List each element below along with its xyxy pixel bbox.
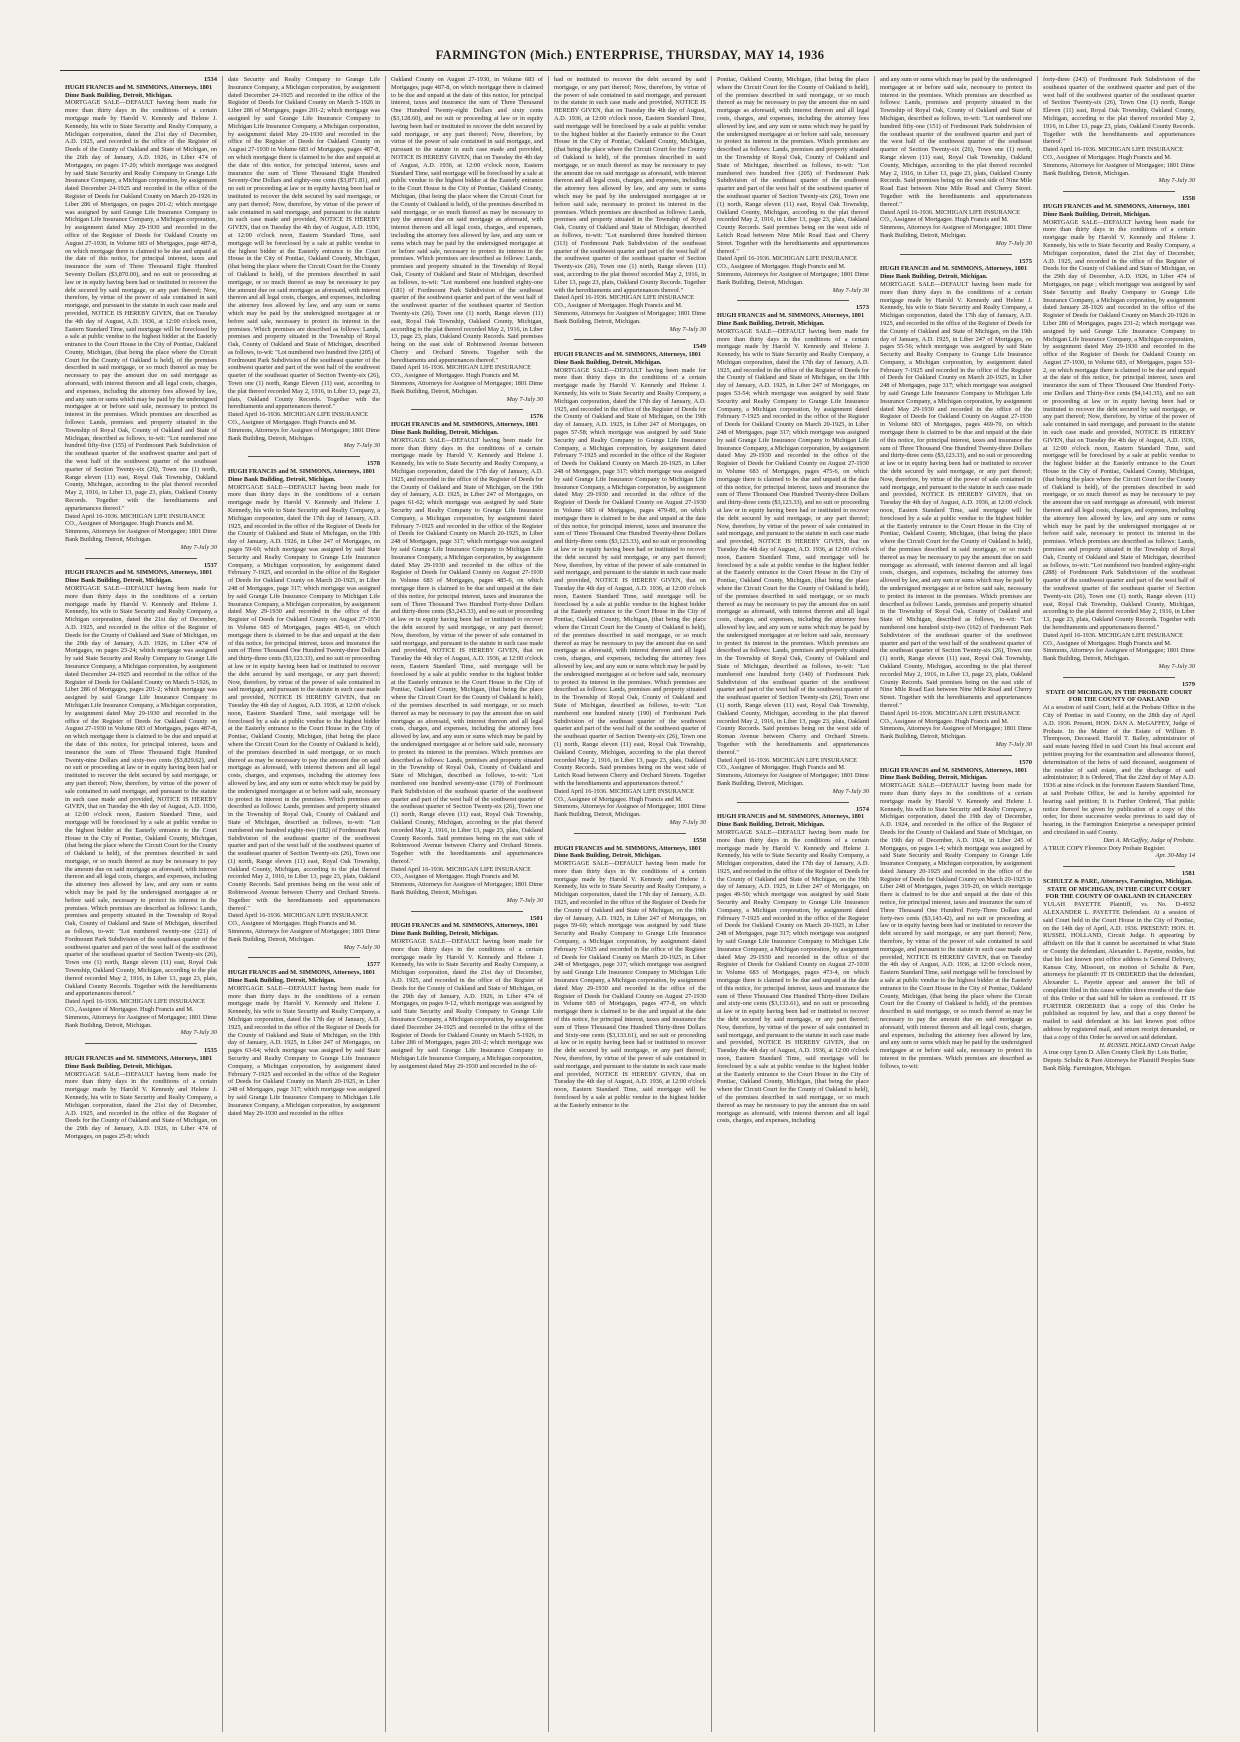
notice-body: MORTGAGE SALE—DEFAULT having been made for more than thirty days in the conditions of a certain mortgage made by Harold V. Kennedy and Helene J. Kennedy, his wife to State Security and Realty Company, a Michigan corporation, dated the 17th day of January, A.D. 1925, and recorded in the office of the Register of Deeds for the County of Oakland and State of Michigan, on the 19th day of January, A.D. 1925, in Liber 247 of Mortgages, on pages 63-64; which mortgage was assigned by said State Security and Realty Company to Grange Life Insurance Company, a Michigan corporation, by assignment dated February 7-1925 and recorded in the office of the Register of Deeds for Oakland County on March 20-1925, in Liber 248 of Mortgages, page 317; which mortgage was assigned by said Grange Life Insurance Company to Michigan Life Insurance Company, a Michigan corporation, by assignment dated May 29-1930 and recorded in the office [228,984,381,1117]
notice-signature: Dated April 16-1936. MICHIGAN LIFE INSURANCE CO., Assignee of Mortgagee. Hugh Francis and M. Simmons, Attorneys for Assignee of Mortgagee; 1801 Dime Bank Building, Detroit, Michigan. [880,208,1032,239]
notice-body: MORTGAGE SALE—DEFAULT having been made for more than thirty days in the conditions of a certain mortgage made by Harold V. Kennedy and Helene J. Kennedy, his wife to State Security and Realty Company, a Michigan corporation, dated the 17th day of January, A.D. 1925, and recorded in the office of the Register of Deeds for the County of Oakland and State of Michigan, on the 19th day of January, A.D. 1925, in Liber 247 of Mortgages, on pages 59-60; which mortgage was assigned by said State Security and Realty Company to Grange Life Insurance Company, a Michigan corporation, by assignment dated February 7-1925 and recorded in the office of the Register of Deeds for Oakland County on March 20-1925, in Liber 248 of Mortgages, page 317; which mortgage was assigned by said Grange Life Insurance Company to Michigan Life Insurance Company, a Michigan corporation, by assignment dated May 29-1930 and recorded in the office of the Register of Deeds for Oakland County on August 27-1930 in Volume 683 of Mortgages, pages 477-8, on which mortgage there is claimed to be due and unpaid at the date of this notice, for principal interest, taxes and insurance the sum of Three Thousand One Hundred Thirty-three Dollars and Sixty-one cents ($3,133.61), and no suit or proceeding at law or in equity having been had or instituted to recover the debt secured by said mortgage, or any part thereof; Now, therefore, by virtue of the power of sale contained in said mortgage, and pursuant to the statute in such case made and provided, NOTICE IS HEREBY GIVEN, that on Tuesday the 4th day of August, A.D. 1936, at 12:00 o'clock noon, Eastern Standard Time, said mortgage will be foreclosed by a sale at public vendue to the highest bidder at the Easterly entrance to the [554,860,707,1109]
notice-body: MORTGAGE SALE—DEFAULT having been made for more than thirty days in the conditions of a certain mortgage made by Harold V. Kennedy and Helene J. Kennedy, his wife to State Security and Realty Company, a Michigan corporation, dated the 21st day of December, A.D. 1925, and recorded in the office of the Register of Deeds for the County of Oakland and State of Michigan, on the 29th day of January, A.D. 1926, in Liber 474 of Mortgages, on pages 23-24; which mortgage was assigned by said State Security and Realty Company to Grange Life Insurance Company, a Michigan corporation, by assignment dated December 24-1925 and recorded in the office of the Register of Deeds for Oakland County on March 5-1926, in Liber 286 of Mortgages, pages 201-2; which mortgage was assigned by said Grange Life Insurance Company to Michigan Life Insurance Company, a Michigan corporation, by assignment dated May 29-1930 and recorded in the office of the Register of Deeds for Oakland County on August 27-1930 in Volume 683 of Mortgages, pages 487-8, on which mortgage there is claimed to be due and unpaid at the date of this notice, for principal interest, taxes and insurance the sum of Three Thousand Eight Hundred Twenty-nine Dollars and sixty-two cents ($3,829.62), and no suit or proceeding at law or in equity having been had or instituted to recover the debt secured by said mortgage, or any part thereof; Now, therefore, by virtue of the power of sale contained in said mortgage, and pursuant to the statute in such case made and provided, NOTICE IS HEREBY GIVEN, that on Tuesday the 4th day of August, A.D. 1936, at 12:00 o'clock noon, Eastern Standard Time, said mortgage will be foreclosed by a sale at public vendue to the highest bidder at the Easterly entrance to the Court House in the City of Pontiac, Oakland County, Michigan, (that being the place where the Circuit Court for the County of Oakland is held), of the premises described in said mortgage, or so much thereof as may be necessary to pay the amount due on said mortgage as aforesaid, with interest thereon and all legal costs, charges, and expenses, including the attorney fees allowed by law, and any sum or sums which may be paid by the undersigned mortgagee at or before said sale, necessary to protect its interest in the premises. Which premises are described as follows: Lands, premises and property situated in the Township of Royal Oak, County of Oakland and State of Michigan, described as follows, to-wit: "Lot numbered twenty-one (221) of Fordmount Park Subdivision of the southeast quarter of the southwest quarter and part of the west half of the southwest quarter of the southeast quarter of Section Twenty-six (26), Town one (1) north, Range eleven (11) east, Royal Oak Township, Oakland County, Michigan, according to the plat thereof recorded May 2, 1916, in Liber 13, page 23, plats, Oakland County Records. Together with the hereditaments and appurtenances thereof." [65,585,217,998]
notice-body: had or instituted to recover the debt secured by said mortgage, or any part thereof; Now, therefore, by virtue of the power of sale contained in said mortgage, and pursuant to the statute in such case made and provided, NOTICE IS HEREBY GIVEN, that on Tuesday the 4th day of August, A.D. 1936, at 12:00 o'clock noon, Eastern Standard Time, said mortgage will be foreclosed by a sale at public vendue to the highest bidder at the Easterly entrance to the Court House in the City of Pontiac, Oakland County, Michigan, (that being the place where the Circuit Court for the County of Oakland is held), of the premises described in said mortgage, or so much thereof as may be necessary to pay the amount due on said mortgage as aforesaid, with interest thereon and all legal costs, charges, and expenses, including the attorney fees allowed by law, and any sum or sums which may be paid by the undersigned mortgagee at or before said sale, necessary to protect its interest in the premises. Which premises are described as follows: Lands, premises and property situated in the Township of Royal Oak, County of Oakland and State of Michigan, described as follows, to-wit: "Lot numbered three hundred thirteen (313) of Fordmount Park Subdivision of the southeast quarter of the southwest quarter and part of the west half of the southwest quarter of the southeast quarter of Section Twenty-six (26), Town one (1) north, Range eleven (11) east, according to the plat thereof recorded May 2, 1916, in Liber 13, page 23, plats, Oakland County Records. Together with the hereditaments and appurtenances thereof." [554,76,706,294]
notice-dates: May 7-July 30 [832,286,869,294]
notice-signature: Dated April 16-1936. MICHIGAN LIFE INSURANCE CO., Assignee of Mortgagee. Hugh Francis and M. Simmons, Attorneys for Assignee of Mortgagee; 1801 Dime Bank Building, Detroit, Michigan. [1043,631,1195,663]
notice-body: date Security and Realty Company to Grange Life Insurance Company, a Michigan corporation, by assignment dated December 24-1925 and recorded in the office of the Register of Deeds for Oakland County on March 5-1926 in Liber 286 of Mortgages, pages 201-2; which mortgage was assigned by said Grange Life Insurance Company to Michigan Life Insurance Company, a Michigan corporation, by assignment dated May 29-1930 and recorded in the office of the Register of Deeds for Oakland County on August 27-1930 in Volume 683 of Mortgages, pages 487-8, on which mortgage there is claimed to be due and unpaid at the date of this notice, for principal interest, taxes and insurance the sum of Three Thousand Eight Hundred Seventy-One Dollars and eighty-one cents ($3,871.81), and no suit or proceeding at law or in equity having been had or instituted to recover the debt secured by said mortgage, or any part thereof; Now, therefore, by virtue of the power of sale contained in said mortgage, and pursuant to the statute in such case made and provided, NOTICE IS HEREBY GIVEN, that on Tuesday the 4th day of August, A.D. 1936, at 12:00 o'clock noon, Eastern Standard Time, said mortgage will be foreclosed by a sale at public vendue to the highest bidder at the Easterly entrance to the Court House in the City of Pontiac, Oakland County, Michigan, (that being the place where the Circuit Court for the County of Oakland is held), of the premises described in said mortgage, or so much thereof as may be necessary to pay the amount due on said mortgage as aforesaid, with interest thereon and all legal costs, charges, and expenses, including the attorney fees allowed by law, and any sum or sums which may be paid by the undersigned mortgagee at or before said sale, necessary to protect its interest in the premises. Which premises are described as follows: Lands, premises and property situated in the Township of Royal Oak, County of Oakland and State of Michigan, described as follows, to-wit: "Lot numbered two hundred five (205) of Fordmount Park Subdivision of the southeast quarter of the southwest quarter and part of the west half of the southwest quarter of the southeast quarter of Section Twenty-six (26), Town one (1) north, Range Eleven (11) east, according to the plat thereof recorded May 2, 1916, in Liber 13, page 23, plats, Oakland County Records. Together with the hereditaments and appurtenances thereof." [228,76,380,411]
notice-body: MORTGAGE SALE—DEFAULT having been made for more than thirty days in the conditions of a certain mortgage made by Harold V. Kennedy and Helene J. Kennedy, his wife to State Security and Realty Company, a Michigan corporation, dated the 21st day of December, A.D. 1925, and recorded in the office of the Register of Deeds for the County of Oakland and State of Michigan, on the 29th day of January, A.D. 1926, in Liber 474 of Mortgages, on pages 9-12, which mortgage was assigned by said State Security and Realty Company to Grange Life Insurance Company, a Michigan corporation, by assignment dated December 24-1925 and recorded in the office of the Register of Deeds for Oakland County on March 5-1926, in Liber 286 of Mortgages, pages 201-2; which mortgage was assigned by said Grange Life Insurance Company to Michigan Life Insurance Company, a Michigan corporation, by assignment dated May 29-1930 and recorded in the of- [391,938,543,1070]
legal-notice [880,258,1032,749]
notice-heading: HUGH FRANCIS and M. SIMMONS, Attorneys, 1801 Dime Bank Building, Detroit, Michigan. [65,569,213,585]
notice-dates: May 7-July 30 [343,442,380,450]
column-3 [385,76,548,1732]
notice-signature: Dated April 16-1936. MICHIGAN LIFE INSURANCE CO., Assignee of Mortgagee. Hugh Francis and M. Simmons, Attorneys for Assignee of Mortgagee; 1801 Dime Bank Building, Detroit, Michigan. [391,865,543,897]
legal-notice [65,76,217,552]
legal-notice [65,1047,217,1141]
notice-number: 1574 [855,805,869,813]
notice-signature: Dated April 16-1936. MICHIGAN LIFE INSURANCE CO., Assignee of Mortgagee. Hugh Francis and M. Simmons, Attorneys for Assignee of Mortgagee; 1801 Dime Bank Building, Detroit, Michigan. [554,294,706,325]
notice-signature: Dated April 16-1936. MICHIGAN LIFE INSURANCE CO., Assignee of Mortgagee. Hugh Francis and M. Simmons, Attorneys for Assignee of Mortgagee; 1801 Dime Bank Building, Detroit, Michigan. [228,912,380,943]
notice-dates: May 7-July 30 [1158,662,1195,670]
notice-heading: HUGH FRANCIS and M. SIMMONS, Attorneys, 1801 Dime Bank Building, Detroit, Michigan. [717,813,865,829]
notice-number: 1577 [366,961,380,969]
true-copy-line: A true copy Lynn D. Allen County Clerk By: Lois Butler, Deputy. Schultz & Pare Attorneys for Plaintiff Peoples State Bank Bldg. Farmington, Michigan. [1043,1049,1195,1073]
legal-notice [554,76,706,333]
column-1 [60,76,222,1732]
judge-signature: H. RUSSEL HOLLAND Circuit Judge [1099,1041,1195,1049]
legal-notice [391,76,543,403]
notice-number: 1535 [203,1047,217,1055]
notice-heading: HUGH FRANCIS and M. SIMMONS, Attorneys, 1801 Dime Bank Building, Detroit, Michigan. [228,468,376,483]
legal-notice [391,915,543,1071]
legal-notice [228,76,380,450]
notice-dates: May 7-July 30 [832,787,869,795]
legal-notice-1558 [1043,195,1195,671]
notice-body: and any sum or sums which may be paid by the undersigned mortgagee at or before said sale, necessary to protect its interest in the premises. Which premises are described as follows: Lands, premises and property situated in the Township of Royal Oak, County of Oakland and State of Michigan, described as follows, to-wit: "Lot numbered one hundred fifty-one (151) of Fordmount Park Subdivision of the southeast quarter of the southwest quarter and part of the west half of the southwest quarter of the southeast quarter of Section Twenty-six (26), Town one (1) north, Range eleven (11) east, Royal Oak Township, Oakland County, Michigan, according to the plat thereof recorded May 2, 1916, in Liber 13, page 23, plats, Oakland County Records. Said premises being on the west side of Nine Mile Road East between Nine Mile Road and Cherry Street. Together with the hereditaments and appurtenances thereof." [880,76,1032,208]
notice-heading: HUGH FRANCIS and M. SIMMONS, Attorneys, 1801 Dime Bank Building, Detroit, Michigan. [228,969,376,985]
legal-notice [717,76,869,294]
columns [60,76,1200,1732]
notice-body: MORTGAGE SALE—DEFAULT having been made for more than thirty days in the conditions of a certain mortgage made by Harold V. Kennedy and Helene J. Kennedy, his wife to State Security and Realty Company, a Michigan corporation, dated the 17th day of January, A.D. 1925, and recorded in the office of the Register of Deeds for the County of Oakland and State of Michigan, on the 19th day of January, A.D. 1925, in Liber 247 of Mortgages, on pages 55-56; which mortgage was assigned by said State Security and Realty Company to Grange Life Insurance Company, a Michigan corporation, by assignment dated February 7-1925 and recorded in the office of the Register of Deeds for Oakland County on March 20-1925, in Liber 248 of Mortgages, page 317; which mortgage was assigned by said Grange Life Insurance Company to Michigan Life Insurance Company, a Michigan corporation, by assignment dated May 29-1930 and recorded in the office of the Register of Deeds for Oakland County on August 27-1930 in Volume 683 of Mortgages, pages 469-70, on which mortgage there is claimed to be due and unpaid at the date of this notice, for principal interest, taxes and insurance the sum of Three Thousand One Hundred Twenty-three Dollars and thirty-three cents ($3,123.33), and no suit or proceeding at law or in equity having been had or instituted to recover the debt secured by said mortgage, or any part thereof; Now, therefore, by virtue of the power of sale contained in said mortgage, and pursuant to the statute in such case made and provided, NOTICE IS HEREBY GIVEN, that on Tuesday the 4th day of August, A.D. 1936, at 12:00 o'clock noon, Eastern Standard Time, said mortgage will be foreclosed by a sale at public vendue to the highest bidder at the Easterly entrance to the Court House in the City of Pontiac, Oakland County, Michigan, (that being the place where the Circuit Court for the County of Oakland is held), of the premises described in said mortgage, or so much thereof as may be necessary to pay the amount due on said mortgage as aforesaid, with interest thereon and all legal costs, charges, and expenses, including the attorney fees allowed by law, and any sum or sums which may be paid by the undersigned mortgagee at or before said sale, necessary to protect its interest in the premises. Which premises are described as follows: Lands, premises and property situated in the Township of Royal Oak, County of Oakland and State of Michigan, described as follows, to-wit: "Lot numbered one hundred sixty-two (162) of Fordmount Park Subdivision of the southeast quarter of the southwest quarter and part of the west half of the southwest quarter of the southeast quarter of Section Twenty-six (26), Town one (1) north, Range eleven (11) east, Royal Oak Township, Oakland County, Michigan, according to the plat thereof recorded May 2, 1916, in Liber 13, page 23, plats, Oakland County Records. Said premises being on the east side of Nine Mile Road East between Nine Mile Road and Cherry Street. Together with the hereditaments and appurtenances thereof." [880,280,1033,709]
notice-separator [1063,191,1175,192]
notice-number: 1549 [692,343,706,351]
notice-dates: May 7-July 30 [669,325,706,333]
masthead: FARMINGTON (Mich.) ENTERPRISE, THURSDAY, MAY 14, 1936 [435,48,825,62]
notice-separator [85,1043,197,1044]
notice-dates: May 7-July 30 [506,395,543,403]
legal-notice [717,806,869,1126]
notice-heading: HUGH FRANCIS and M. SIMMONS, Attorneys, 1801 Dime Bank Building, Detroit, Michigan. [65,1055,213,1070]
notice-signature: Dated April 16-1936. MICHIGAN LIFE INSURANCE CO., Assignee of Mortgagee. Hugh Francis and M. Simmons, Attorneys for Assignee of Mortgagee; 1801 Dime Bank Building, Detroit, Michigan. [554,787,706,819]
notice-body: MORTGAGE SALE—DEFAULT having been made for more than thirty days in the conditions of a certain mortgage made by Harold V. Kennedy and Helene J. Kennedy, his wife to State Security and Realty Company, a Michigan corporation, dated the 17th day of January, A.D. 1925, and recorded in the office of the Register of Deeds for the County of Oakland and State of Michigan, on the 19th day of January, A.D. 1925, in Liber 247 of Mortgages, on pages 49-50; which mortgage was assigned by said State Security and Realty Company to Grange Life Insurance Company, a Michigan corporation, by assignment dated February 7-1925 and recorded in the office of the Register of Deeds for Oakland County on March 20-1925, in Liber 248 of Mortgages, page 317; which mortgage was assigned by said Grange Life Insurance Company to Michigan Life Insurance Company, a Michigan corporation, by assignment dated May 29-1930 and recorded in the office of the Register of Deeds for Oakland County on August 27-1930 in Volume 683 of Mortgages, pages 473-4, on which mortgage there is claimed to be due and unpaid at the date of this notice, for principal interest, taxes and insurance the sum of Three Thousand One Hundred Thirty-three Dollars and sixty-one cents ($3,133.61), and no suit or proceeding at law or in equity having been had or instituted to recover the debt secured by said mortgage, or any part thereof; Now, therefore, by virtue of the power of sale contained in said mortgage, and pursuant to the statute in such case made and provided, NOTICE IS HEREBY GIVEN, that on Tuesday the 4th day of August, A.D. 1936, at 12:00 o'clock noon, Eastern Standard Time, said mortgage will be foreclosed by a sale at public vendue to the highest bidder at the Easterly entrance to the Court House in the City of Pontiac, Oakland County, Michigan, (that being the place where the Circuit Court for the County of Oakland is held), of the premises described in said mortgage, or so much thereof as may be necessary to pay the amount due on said mortgage as aforesaid, with interest thereon and all legal costs, charges, and expenses, including [717,828,870,1125]
notice-signature: Dated April 16-1936. MICHIGAN LIFE INSURANCE CO., Assignee of Mortgagee. Hugh Francis and M. Simmons, Attorneys for Assignee of Mortgagee; 1801 Dime Bank Building, Detroit, Michigan. [880,709,1032,741]
notice-dates: May 7-July 30 [1158,177,1195,185]
notice-number: 1534 [203,76,217,83]
legal-notice [554,343,706,826]
notice-number: 1550 [692,836,706,844]
legal-notice [880,76,1032,248]
probate-notice-1579 [1043,681,1195,860]
legal-notice [228,460,380,951]
notice-number: 1581 [1181,870,1195,878]
notice-heading: HUGH FRANCIS and M. SIMMONS, Attorneys, 1801 Dime Bank Building, Detroit, Michigan. [880,265,1028,281]
notice-body: MORTGAGE SALE—DEFAULT having been made for more than thirty days in the conditions of a certain mortgage made by Harold V. Kennedy and Helene J. Kennedy, his wife to State Security and Realty Company, a Michigan corporation, dated the 17th day of January, A.D. 1925, and recorded in the office of the Register of Deeds for the County of Oakland and State of Michigan, on the 19th day of January, A.D. 1926, in Liber 247 of Mortgages, on pages 59-60; which mortgage was assigned by said State Security and Realty Company to Grange Life Insurance Company, a Michigan corporation, by assignment dated February 7-1925, and recorded in the office of the Register of Deeds for Oakland County on March 20-1925, in Liber 248 of Mortgages, page 317; which mortgage was assigned by said Grange Life Insurance Company to Michigan Life Insurance Company, a Michigan corporation, by assignment dated May 29-1930 and recorded in the office of the Register of Deeds for Oakland County on August 27-1930 in Volume 683 of Mortgages, pages 485-6, on which mortgage there is claimed to be due and unpaid at the date of this notice, for principal interest, taxes and insurance the sum of Three Thousand One Hundred Twenty-three Dollars and thirty-three cents ($3,123.33), and no suit or proceeding at law or in equity having been had or instituted to recover the debt secured by said mortgage, or any part thereof; Now, therefore, by virtue of the power of sale contained in said mortgage, and pursuant to the statute in such case made and provided, NOTICE IS HEREBY GIVEN, that on Tuesday the 4th day of August, A.D. 1936, at 12:00 o'clock noon, Eastern Standard Time, said mortgage will be foreclosed by a sale at public vendue to the highest bidder at the Easterly entrance to the Court House in the City of Pontiac, Oakland County, Michigan, (that being the place where the Circuit Court for the County of Oakland is held), of the premises described in said mortgage, or so much thereof as may be necessary to pay the amount due on said mortgage as aforesaid, with interest thereon and all legal costs, charges, and expenses, including the attorney fees allowed by law, and any sum or sums which may be paid by the undersigned mortgagee at or before said sale, necessary to protect its interest in the premises. Which premises are described as follows: Lands, premises and property situated in the Township of Royal Oak, County of Oakland and State of Michigan, described as follows, to-wit: "Lot numbered one hundred eighty-two (182) of Fordmount Park Subdivision of the southeast quarter of the southwest quarter and part of the west half of the southwest quarter of the southeast quarter of Section Twenty-six (26), Town one (1) north, Range eleven (11) east, Royal Oak Township, Oakland County, Michigan, according to the plat thereof recorded May 2, 1916, in Liber 13, page 23, plats, Oakland County Records. Said premises being on the west side of Robinwood Avenue between Cherry and Orchard Streets. Together with the hereditaments and appurtenances thereof." [228,483,381,912]
notice-heading: HUGH FRANCIS and M. SIMMONS, Attorneys, 1801 Dime Bank Building, Detroit, Michigan. [65,83,213,99]
notice-number: 1501 [529,914,543,922]
notice-separator [574,339,686,340]
notice-separator [411,911,523,912]
notice-body: MORTGAGE SALE—DEFAULT having been made for more than thirty days in the conditions of a certain mortgage made by Harold V. Kennedy and Helene J. Kennedy, his wife to State Security and Realty Company, a Michigan corporation, dated the 21st day of December, A.D. 1925, and recorded in the office of the Register of Deeds for the County of Oakland and State of Michigan, on the 29th day of December, A.D. 1926, in Liber 474 of Mortgages, on page ; which mortgage was assigned by said State Security and Realty Company to Grange Life Insurance Company, a Michigan corporation, by assignment dated January 28-1926 and recorded in the office of the Register of Deeds for Oakland County on March 20-1926 in Liber 286 of Mortgages, pages 231-2; which mortgage was assigned by said Grange Life Insurance Company to Michigan Life Insurance Company, a Michigan corporation, by assignment dated May 29-1930 and recorded in the office of the Register of Deeds for Oakland County on August 27-1930, in Volume 683, of Mortgages, pages 531-2, on which mortgage there is claimed to be due and unpaid at the date of this notice, for principal interest, taxes and insurance the sum of Three Thousand One Hundred Forty-one Dollars and Thirty-five cents ($4,141.35), and no suit or proceeding at law or in equity having been had or instituted to recover the debt secured by said mortgage, or any part thereof; Now, therefore, by virtue of the power of sale contained in said mortgage, and pursuant to the statute in such case made and provided, NOTICE IS HEREBY GIVEN, that on Tuesday the 4th day of August, A.D. 1936, at 12:00 o'clock noon, Eastern Standard Time, said mortgage will be foreclosed by a sale at public vendue to the highest bidder at the Easterly entrance to the Court House in the City of Pontiac, Oakland County, Michigan, (that being the place where the Circuit Court for the County of Oakland is held), of the premises described in said mortgage, or so much thereof as may be necessary to pay the amount due on said mortgage as aforesaid, with interest thereon and all legal costs, charges, and expenses, including the attorney fees allowed by law, and any sum or sums which may be paid by the undersigned mortgagee at or before said sale, necessary to protect its interest in the premises. Which premises are described as follows: Lands, premises and property situated in the Township of Royal Oak, County of Oakland and State of Michigan, described as follows, to-wit: "Lot numbered two hundred eighty-eight (288) of Fordmount Park Subdivision of the southeast quarter of the southwest quarter and part of the west half of the southwest quarter of the southeast quarter of Section Twenty-six (26), Town one (1) north, Range eleven (11) east, Royal Oak Township, Oakland County, Michigan, according to the plat thereof recorded May 2, 1916, in Liber 13, page 23, plats, Oakland County Records. Together with the hereditaments and appurtenances thereof." [1043,218,1195,631]
legal-notice [228,961,380,1117]
notice-body: MORTGAGE SALE—DEFAULT having been made for more than thirty days in the conditions of a certain mortgage made by Harold V. Kennedy and Helene J. Kennedy, his wife to State Security and Realty Company, a Michigan corporation, dated the 21st day of December, A.D. 1925, and recorded in the office of the Register of Deeds of the County of Oakland and State of Michigan, on the 26th day of January, A.D. 1926, in Liber 474 of Mortgages, on pages 17-20; which mortgage was assigned by said State Security and Realty Company to Grange Life Insurance Company, a Michigan corporation, by assignment dated December 24-1925 and recorded in the office of the Register of Deeds for Oakland County on March 20-1926 in Liber 286 of Mortgages, on pages 201-2; which mortgage was assigned by said Grange Life Insurance Company to Michigan Life Insurance Company, a Michigan corporation, by assignment dated May 29-1930 and recorded in the office of the Register of Deeds for Oakland County on August 27-1930, in Volume 683 of Mortgages, page 487-8, on which mortgage there is claimed to be due and unpaid at the date of this notice, for principal interest, taxes and insurance the sum of Three Thousand Eight Hundred Seventy Dollars ($3,870.00), and no suit or proceeding at law or in equity having been had or instituted to recover the debt secured by said mortgage, or any part thereof; Now, therefore, by virtue of the power of sale contained in said mortgage, and pursuant to the statute in such case made and provided, NOTICE IS HEREBY GIVEN, that on Tuesday the 4th day of August, A.D. 1936, at 12:00 o'clock noon, Eastern Standard Time, said mortgage will be foreclosed by a sale at public vendue to the highest bidder at the Easterly entrance to the Court House in the City of Pontiac, Oakland County, Michigan, (that being the place where the Circuit Court for the County of Oakland is held), of the premises described in said mortgage, or so much thereof as may be necessary to pay the amount due on said mortgage as aforesaid, with interest thereon and all legal costs, charges, and expenses, including the attorney fees allowed by law, and any sum or sums which may be paid by the undersigned mortgagee at or before said sale, necessary to protect its interest in the premises. Which premises are described as follows: Lands, premises and property situated in the Township of Royal Oak, County of Oakland and State of Michigan, described as follows, to-wit: "Lot numbered one hundred fifty-five (155) of Fordmount Park Subdivision of the southeast quarter of the southwest quarter and part of the west half of the southwest quarter of the southeast quarter of Section Twenty-six (26), Town one (1) north, Range eleven (11) east, Royal Oak Township, Oakland County, Michigan, according to the plat thereof recorded May 2, 1916, in Liber 13, page 23, plats, Oakland County Records. Together with the hereditaments and appurtenances thereof." [65,99,217,512]
notice-signature: Dated April 16-1936. MICHIGAN LIFE INSURANCE CO., Assignee of Mortgagee. Hugh Francis and M. Simmons, Attorneys for Assignee of Mortgagee; 1801 Dime Bank Building, Detroit, Michigan. [65,998,217,1029]
column-7 [1037,76,1200,1732]
masthead-rule [60,70,1200,71]
notice-separator [900,254,1012,255]
notice-signature: Dated April 16-1936. MICHIGAN LIFE INSURANCE CO., Assignee of Mortgagee. Hugh Francis and M. Simmons, Attorneys for Assignee of Mortgagee; 1801 Dime Bank Building, Detroit, Michigan. [391,364,543,395]
notice-body: MORTGAGE SALE—DEFAULT having been made for more than thirty days in the conditions of a certain mortgage made by Harold V. Kennedy and Helene J. Kennedy, his wife to State Security and Realty Company, a Michigan corporation, dated the 17th day of January, A.D. 1925, and recorded in the office of the Register of Deeds for the County of Oakland and State of Michigan, on the 19th day of January, A.D. 1925, in Liber 247 of Mortgages, on pages 61-62; which mortgage was assigned by said State Security and Realty Company to Grange Life Insurance Company, a Michigan corporation, by assignment dated February 7-1925 and recorded in the office of the Register of Deeds for Oakland County on March 20-1925, in Liber 248 of Mortgages, page 317; which mortgage was assigned by said Grange Life Insurance Company to Michigan Life Insurance Company, a Michigan corporation, by assignment dated May 29-1930 and recorded in the office of the Register of Deeds for Oakland County on August 27-1930 in Volume 683 of Mortgages, pages 485-6, on which mortgage there is claimed to be due and unpaid at the date of this notice, for principal interest, taxes and insurance the sum of Three Thousand Two Hundred Forty-three Dollars and thirty-three cents ($3,243.33), and no suit or proceeding at law or in equity having been had or instituted to recover the debt secured by said mortgage, or any part thereof; Now, therefore, by virtue of the power of sale contained in said mortgage, and pursuant to the statute in such case made and provided, NOTICE IS HEREBY GIVEN, that on Tuesday the 4th day of August, A.D. 1936, at 12:00 o'clock noon, Eastern Standard Time, said mortgage will be foreclosed by a sale at public vendue to the highest bidder at the Easterly entrance to the Court House in the City of Pontiac, Oakland County, Michigan, (that being the place where the Circuit Court for the County of Oakland is held), of the premises described in said mortgage, or so much thereof as may be necessary to pay the amount due on said mortgage as aforesaid, with interest thereon and all legal costs, charges, and expenses, including the attorney fees allowed by law, and any sum or sums which may be paid by the undersigned mortgagee at or before said sale, necessary to protect its interest in the premises. Which premises are described as follows: Lands, premises and property situated in the Township of Royal Oak, County of Oakland and State of Michigan, described as follows, to-wit: "Lot numbered one hundred seventy-nine (179) of Fordmount Park Subdivision of the southeast quarter of the southwest quarter and part of the west half of the southwest quarter of the southeast quarter of Section Twenty-six (26), Town one (1) north, Range eleven (11) east, Royal Oak Township, Oakland County, Michigan, according to the plat thereof recorded May 2, 1916, in Liber 13, page 23, plats, Oakland County Records. Said premises being on the east side of Robinwood Avenue between Cherry and Orchard Streets. Together with the hereditaments and appurtenances thereof." [391,436,544,865]
notice-number: 1576 [529,413,543,421]
notice-separator [85,558,197,559]
notice-number: 1558 [1181,195,1195,203]
column-4 [548,76,711,1732]
notice-body: MORTGAGE SALE—DEFAULT having been made for more than thirty days in the conditions of a certain mortgage made by Harold V. Kennedy and Helene J. Kennedy, his wife to State Security and Realty Company, a Michigan corporation, dated the 21st day of December, A.D. 1925, and recorded in the office of the Register of Deeds for the County of Oakland and State of Michigan, on the 29th day of January, A.D. 1926, in Liber 474 of Mortgages, on pages 25-8; which [65,1070,217,1140]
notice-separator [1063,677,1175,678]
notice-number: 1573 [855,304,869,312]
notice-dates: May 7-July 30 [180,1029,217,1037]
notice-dates: May 7-July 30 [669,818,706,826]
notice-body: MORTGAGE SALE—DEFAULT having been made for more than thirty days in the conditions of a certain mortgage made by Harold V. Kennedy and Helene J. Kennedy, his wife to State Security and Realty Company, a Michigan corporation, dated the 17th day of January, A.D. 1925, and recorded in the office of the Register of Deeds for the County of Oakland and State of Michigan, on the 19th day of January, A.D. 1925, in Liber 247 of Mortgages, on pages 57-58; which mortgage was assigned by said State Security and Realty Company to Grange Life Insurance Company, a Michigan corporation, by assignment dated February 7-1925 and recorded in the office of the Register of Deeds for Oakland County on March 20-1925, in Liber 248 of Mortgages, page 317; which mortgage was assigned by said Grange Life Insurance Company to Michigan Life Insurance Company, a Michigan corporation, by assignment dated May 29-1930 and recorded in the office of the Register of Deeds for Oakland County on August 27-1930 in Volume 683 of Mortgages, pages 479-80, on which mortgage there is claimed to be due and unpaid at the date of this notice, for principal interest, taxes and insurance the sum of Three Thousand One Hundred Twenty-three Dollars and thirty-three cents ($3,123.33), and no suit or proceeding at law or in equity having been had or instituted to recover the debt secured by said mortgage, or any part thereof; Now, therefore, by virtue of the power of sale contained in said mortgage, and pursuant to the statute in such case made and provided, NOTICE IS HEREBY GIVEN, that on Tuesday the 4th day of August, A.D. 1936, at 12:00 o'clock noon, Eastern Standard Time, said mortgage will be foreclosed by a sale at public vendue to the highest bidder at the Easterly entrance to the Court House in the City of Pontiac, Oakland County, Michigan, (that being the place where the Circuit Court for the County of Oakland is held), of the premises described in said mortgage, or so much thereof as may be necessary to pay the amount due on said mortgage as aforesaid, with interest thereon and all legal costs, charges, and expenses, including the attorney fees allowed by law, and any sum or sums which may be paid by the undersigned mortgagee at or before said sale, necessary to protect its interest in the premises. Which premises are described as follows: Lands, premises and property situated in the Township of Royal Oak, County of Oakland and State of Michigan, described as follows, to-wit: "Lot numbered one hundred ninety (190) of Fordmount Park Subdivision of the southeast quarter of the southwest quarter and part of the west half of the southwest quarter of the southeast quarter of Section Twenty-six (26), Town one (1) north, Range eleven (11) east, Royal Oak Township, Oakland County, Michigan, according to the plat thereof recorded May 2, 1916, in Liber 13, page 23, plats, Oakland County Records. Said premises being on the west side of Leitch Road between Cherry and Orchard Streets. Together with the hereditaments and appurtenances thereof." [554,366,707,787]
notice-dates: May 7-July 30 [995,740,1032,748]
notice-number: 1537 [203,561,217,569]
notice-dates: May 7-July 30 [506,896,543,904]
notice-signature: Dated April 16-1936. MICHIGAN LIFE INSURANCE CO., Assignee of Mortgagee. Hugh Francis and M. Simmons, Attorneys for Assignee of Mortgagee; 1801 Dime Bank Building, Detroit, Michigan. [228,411,380,442]
notice-body: forty-three (243) of Fordmount Park Subdivision of the southeast quarter of the southwest quarter and part of the west half of the southwest quarter of the southeast quarter of Section Twenty-six (26), Town One (1) north, Range Eleven (11) east, Royal Oak Township, Oakland County, Michigan, according to the plat thereof recorded May 2, 1916, in Liber 13, page 23, plats, Oakland County Records. Together with the hereditaments and appurtenances thereof." [1043,76,1195,146]
notice-heading: HUGH FRANCIS and M. SIMMONS, Attorneys, 1801 Dime Bank Building, Detroit, Michigan. [1043,202,1191,218]
notice-separator [900,755,1012,756]
notice-separator [411,409,523,410]
notice-separator [737,802,849,803]
notice-dates: May 7-July 30 [343,943,380,951]
notice-number: 1578 [366,460,380,468]
legal-notice [880,759,1032,1071]
notice-body: MORTGAGE SALE—DEFAULT having been made for more than thirty days in the conditions of a certain mortgage made by Harold V. Kennedy and Helene J. Kennedy, his wife to State Security and Realty Company, a Michigan corporation, dated the 19th day of December, A.D. 1924, and recorded in the office of the Register of Deeds for the County of Oakland and State of Michigan, on the 19th day of December, A.D. 1924, in Liber 245 of Mortgages, on pages 1-4; which mortgage was assigned by said State Security and Realty Company to Grange Life Insurance Company, a Michigan corporation, by assignment dated January 20-1925 and recorded in the office of the Register of Deeds for Oakland County on March 20-1925 in Liber 248 of Mortgages, pages 319-20, on which mortgage there is claimed to be due and unpaid at the date of this notice, for principal interest, taxes and insurance the sum of Three Thousand One Hundred Forty-Three Dollars and forty-two cents ($3,143.42), and no suit or proceeding at law or in equity having been had or instituted to recover the debt secured by said mortgage, or any part thereof; Now, therefore, by virtue of the power of sale contained in said mortgage, and pursuant to the statute in such case made and provided, NOTICE IS HEREBY GIVEN, that on Tuesday the 4th day of August, A.D. 1936, at 12:00 o'clock noon, Eastern Standard Time, said mortgage will be foreclosed by a sale at public vendue to the highest bidder at the Easterly entrance to the Court House in the City of Pontiac, Oakland County, Michigan, (that being the place where the Circuit Court for the County of Oakland is held), of the premises described in said mortgage, or so much thereof as may be necessary to pay the amount due on said mortgage as aforesaid, with interest thereon and all legal costs, charges, and expenses, including the attorney fees allowed by law, and any sum or sums which may be paid by the undersigned mortgagee at or before said sale, necessary to protect its interest in the premises. Which premises are described as follows, to-wit: [880,782,1032,1070]
notice-heading: HUGH FRANCIS and M. SIMMONS, Attorneys, 1801 Dime Bank Building, Detroit, Michigan. [391,922,539,938]
court-heading: STATE OF MICHIGAN, IN THE PROBATE COURT FOR THE COUNTY OF OAKLAND [1045,688,1193,704]
notice-signature: Dated April 16-1936. MICHIGAN LIFE INSURANCE CO., Assignee of Mortgagee. Hugh Francis and M. Simmons, Attorneys for Assignee of Mortgagee; 1801 Dime Bank Building, Detroit, Michigan. [1043,146,1195,177]
notice-signature: Dated April 16-1936. MICHIGAN LIFE INSURANCE CO., Assignee of Mortgagee. Hugh Francis and M. Simmons, Attorneys for Assignee of Mortgagee; 1801 Dime Bank Building, Detroit, Michigan. [717,255,869,286]
notice-heading: HUGH FRANCIS and M. SIMMONS, Attorneys, 1801 Dime Bank Building, Detroit, Michigan. [880,766,1028,782]
true-copy-line: A TRUE COPY Florence Doty Probate Register. [1043,844,1166,852]
legal-notice [391,413,543,904]
legal-notice [65,562,217,1038]
notice-number: 1570 [1018,758,1032,766]
notice-number: 1579 [1181,680,1195,688]
judge-signature: Dan A. McGaffey, Judge of Probate. [1103,836,1195,844]
notice-dates: May 7-July 30 [995,239,1032,247]
notice-body: YULAH PAYETTE Plaintiff, vs. No. D-4932 ALEXANDER L. PAYETTE Defendant. At a session of said Court held in the Court House in the City of Pontiac, on the 14th day of April, A.D. 1936. PRESENT: HON. H. RUSSEL HOLLAND, Circuit Judge. It appearing by affidavit on file that it cannot be ascertained in what State or County the defendant, Alexander L. Payette, resides, but that his last known post office address is General Delivery, Kansas City, Missouri, on motion of Schultz & Pare, attorneys for plaintiff: IT IS ORDERED that the defendant, Alexander L. Payette appear and answer the bill of complaint filed in this cause within three months of the date of this Order or that said bill be taken as confessed. IT IS FURTHER ORDERED that a copy of this Order be published as required by law, and that a copy thereof be mailed to said defendant at his last known post office address by registered mail, and return receipt demanded, or that a copy of this Order be served on said defendant. [1043,901,1195,1041]
column-6 [874,76,1037,1732]
notice-separator [574,833,686,834]
notice-separator [248,957,360,958]
chancery-notice-1581 [1043,870,1195,1073]
notice-heading: HUGH FRANCIS and M. SIMMONS, Attorneys, 1801 Dime Bank Building, Detroit, Michigan. [554,351,702,366]
legal-notice [717,304,869,795]
notice-body: At a session of said Court, held at the Probate Office in the City of Pontiac in said County, on the 28th day of April A.D. 1936. Present, HON. DAN A. McGAFFEY, Judge of Probate. In the Matter of the Estate of William P. Thompson, Deceased. Harold T. Bailey, administrator of said estate having filed in said Court his final account and petition praying for the examination and allowance thereof, determination of the heirs of said deceased, assignment of the residue of said estate, and the discharge of said administrator; It is Ordered, That the 22nd day of May A.D. 1936 at nine o'clock in the forenoon Eastern Standard Time, at said Probate Office, be and is hereby appointed for hearing said petition; It is Further Ordered, That public notice thereof be given by publication of a copy of this order, for three successive weeks previous to said day of hearing, in the Farmington Enterprise a newspaper printed and circulated in said County. [1043,704,1195,836]
court-heading: STATE OF MICHIGAN, IN THE CIRCUIT COURT FOR THE COUNTY OF OAKLAND IN CHANCERY [1045,885,1193,901]
notice-body: Oakland County on August 27-1930, in Volume 683 of Mortgages, page 487-8, on which mortgage there is claimed to be due and unpaid at the date of this notice, for principal interest, taxes and insurance the sum of Three Thousand One Hundred Twenty-eight Dollars and sixty cents ($3,128.60), and no suit or proceeding at law or in equity having been had or instituted to recover the debt secured by said mortgage, or any part thereof; Now, therefore, by virtue of the power of sale contained in said mortgage, and pursuant to the statute in such case made and provided, NOTICE IS HEREBY GIVEN, that on Tuesday the 4th day of August, A.D. 1936, at 12:00 o'clock noon, Eastern Standard Time, said mortgage will be foreclosed by a sale at public vendue to the highest bidder at the Easterly entrance to the Court House in the City of Pontiac, Oakland County, Michigan, (that being the place where the Circuit Court for the County of Oakland is held), of the premises described in said mortgage, or so much thereof as may be necessary to pay the amount due on said mortgage as aforesaid, with interest thereon and all legal costs, charges, and expenses, including the attorney fees allowed by law, and any sum or sums which may be paid by the undersigned mortgagee at or before said sale, necessary to protect its interest in the premises. Which premises are described as follows: Lands, premises and property situated in the Township of Royal Oak, County of Oakland and State of Michigan, described as follows, to-wit: "Lot numbered one hundred eighty-one (181) of Fordmount Park Subdivision of the southeast quarter of the southwest quarter and part of the west half of the southwest quarter of the southeast quarter of Section Twenty-six (26), Town one (1) north, Range eleven (11) east, Royal Oak Township, Oakland County, Michigan, according to the plat thereof recorded May 2, 1916, in Liber 13, page 23, plats, Oakland County Records. Said premises being on the east side of Robinwood Avenue between Cherry and Orchard Streets. Together with the hereditaments and appurtenances thereof." [391,76,543,364]
notice-dates: Apr. 30-May 14 [1155,852,1195,860]
notice-heading: SCHULTZ & PARE, Attorneys, Farmington, Michigan. [1043,877,1193,885]
notice-separator [1063,866,1175,867]
notice-heading: HUGH FRANCIS and M. SIMMONS, Attorneys, 1801 Dime Bank Building, Detroit, Michigan. [717,312,865,327]
notice-heading: HUGH FRANCIS and M. SIMMONS, Attorneys, 1801 Dime Bank Building, Detroit, Michigan. [391,421,539,437]
notice-body: Pontiac, Oakland County, Michigan, (that being the place where the Circuit Court for the County of Oakland is held), of the premises described in said mortgage, or so much thereof as may be necessary to pay the amount due on said mortgage as aforesaid, with interest thereon and all legal costs, charges, and expenses, including the attorney fees allowed by law, and any sum or sums which may be paid by the undersigned mortgagee at or before said sale, necessary to protect its interest in the premises. Which premises are described as follows: Lands, premises and property situated in the Township of Royal Oak, County of Oakland and State of Michigan, described as follows, to-wit: "Lot numbered two hundred five (205) of Fordmount Park Subdivision of the southeast quarter of the southwest quarter and part of the west half of the southwest quarter of the southeast quarter of Section Twenty-six (26), Town one (1) north, Range eleven (11) east, Royal Oak Township, Oakland County, Michigan, according to the plat thereof recorded May 2, 1916, in Liber 13, page 23, plats, Oakland County Records. Said premises being on the west side of Leitch Road between Nine Mile Road East and Cherry Street. Together with the hereditaments and appurtenances thereof." [717,76,869,255]
notice-body: MORTGAGE SALE—DEFAULT having been made for more than thirty days in the conditions of a certain mortgage made by Harold V. Kennedy and Helene J. Kennedy, his wife to State Security and Realty Company, a Michigan corporation, dated the 17th day of January, A.D. 1925, and recorded in the office of the Register of Deeds for the County of Oakland and State of Michigan, on the 19th day of January, A.D. 1925, in Liber 247 of Mortgages, on pages 53-54; which mortgage was assigned by said State Security and Realty Company to Grange Life Insurance Company, a Michigan corporation, by assignment dated February 7-1925 and recorded in the office of the Register of Deeds for Oakland County on March 20-1925, in Liber 248 of Mortgages, page 317; which mortgage was assigned by said Grange Life Insurance Company to Michigan Life Insurance Company, a Michigan corporation, by assignment dated May 29-1930 and recorded in the office of the Register of Deeds for Oakland County on August 27-1930 in Volume 683 of Mortgages, pages 475-6, on which mortgage there is claimed to be due and unpaid at the date of this notice, for principal interest, taxes and insurance the sum of Three Thousand One Hundred Twenty-three Dollars and thirty-three cents ($3,123.33), and no suit or proceeding at law or in equity having been had or instituted to recover the debt secured by said mortgage, or any part thereof; Now, therefore, by virtue of the power of sale contained in said mortgage, and pursuant to the statute in such case made and provided, NOTICE IS HEREBY GIVEN, that on Tuesday the 4th day of August, A.D. 1936, at 12:00 o'clock noon, Eastern Standard Time, said mortgage will be foreclosed by a sale at public vendue to the highest bidder at the Easterly entrance to the Court House in the City of Pontiac, Oakland County, Michigan, (that being the place where the Circuit Court for the County of Oakland is held), of the premises described in said mortgage, or so much thereof as may be necessary to pay the amount due on said mortgage as aforesaid, with interest thereon and all legal costs, charges, and expenses, including the attorney fees allowed by law, and any sum or sums which may be paid by the undersigned mortgagee at or before said sale, necessary to protect its interest in the premises. Which premises are described as follows: Lands, premises and property situated in the Township of Royal Oak, County of Oakland and State of Michigan, described as follows, to-wit: "Lot numbered one hundred forty (140) of Fordmount Park Subdivision of the southeast quarter of the southwest quarter and part of the west half of the southwest quarter of the southeast quarter of Section Twenty-six (26), Town one (1) north, Range eleven (11) east, Royal Oak Township, Oakland County, Michigan, according to the plat thereof recorded May 2, 1916, in Liber 13, page 23, plats, Oakland County Records. Said premises being on the west side of Roman Avenue between Cherry and Orchard Streets. Together with the hereditaments and appurtenances thereof." [717,327,870,756]
legal-notice-continued [1043,76,1195,185]
notice-signature: Dated April 16-1936. MICHIGAN LIFE INSURANCE CO., Assignee of Mortgagee. Hugh Francis and M. Simmons, Attorneys for Assignee of Mortgagee; 1801 Dime Bank Building, Detroit, Michigan. [717,756,869,787]
notice-number: 1575 [1018,257,1032,265]
column-5 [711,76,874,1732]
notice-separator [248,456,360,457]
notice-separator [737,300,849,301]
column-2 [222,76,385,1732]
notice-dates: May 7-July 30 [180,543,217,551]
notice-signature: Dated April 16-1936. MICHIGAN LIFE INSURANCE CO., Assignee of Mortgagee. Hugh Francis and M. Simmons, Attorneys for Assignee of Mortgagee; 1801 Dime Bank Building, Detroit, Michigan. [65,512,217,544]
legal-notice [554,837,706,1110]
notice-heading: HUGH FRANCIS and M. SIMMONS, Attorneys, 1801 Dime Bank Building, Detroit, Michigan. [554,844,702,860]
